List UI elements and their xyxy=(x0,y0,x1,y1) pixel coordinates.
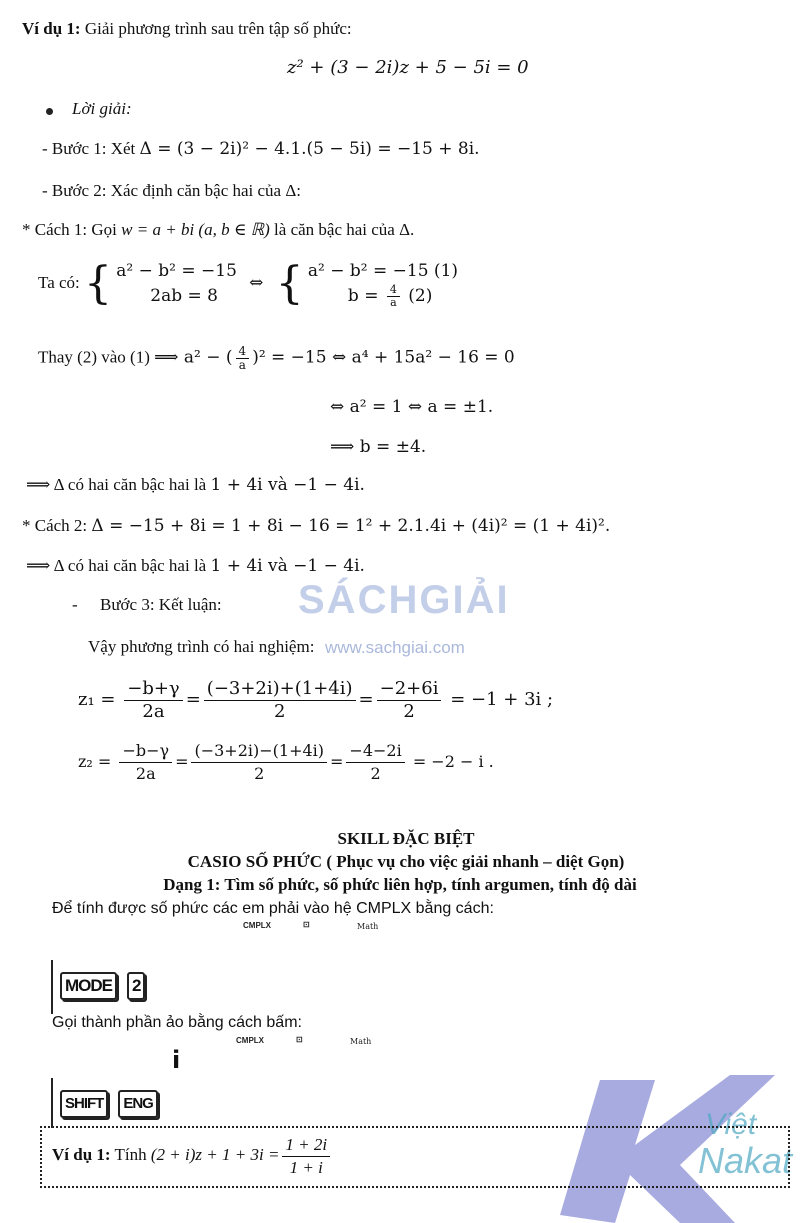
z2-f2-num: (−3+2i)−(1+4i) xyxy=(191,740,327,763)
frac-num: 4 xyxy=(387,284,400,297)
z2-f1-num: −b−γ xyxy=(119,740,172,763)
system-2-eq1: a² − b² = −15 (1) xyxy=(307,261,459,282)
skill-title: SKILL ĐẶC BIỆT xyxy=(337,829,475,848)
fraction-4-over-a-2 xyxy=(236,345,250,372)
z1-frac-3 xyxy=(377,678,442,723)
z2-f3-num: −4−2i xyxy=(346,740,404,763)
screen1-cmplx: CMPLX xyxy=(243,921,271,930)
step-1-math: Δ = (3 − 2i)² − 4.1.(5 − 5i) = −15 + 8i. xyxy=(139,139,480,159)
box-frac-den: 1 + i xyxy=(289,1157,323,1177)
method-2-line xyxy=(22,515,610,537)
z1-rhs: = −1 + 3i ; xyxy=(450,689,554,710)
z1-frac-2 xyxy=(204,678,356,723)
z1-f3-num: −2+6i xyxy=(377,678,442,701)
key-row-1-bar xyxy=(51,960,53,1014)
method-2-conclusion xyxy=(26,555,365,577)
method-1-prefix: * Cách 1: Gọi xyxy=(22,220,117,239)
root-z2: z₂ = $\frac{-b-\gamma}{2a}$ = $\frac{(-3+2i)-(1+4i)}{2}$ = $\frac{-4-2i}{2}$ = −2 − i . xyxy=(78,741,494,783)
screen2-indicator: ⊡ xyxy=(296,1035,303,1044)
fraction-4-over-a xyxy=(387,284,400,309)
box-example-fraction xyxy=(282,1134,330,1179)
bullet-dot xyxy=(46,108,53,115)
method-1-w: w = a + bi (a, b ∈ ℝ) xyxy=(121,220,270,239)
box-frac-num: 1 + 2i xyxy=(282,1134,330,1157)
watermark-url: www.sachgiai.com xyxy=(325,638,465,657)
z1-f1-num: −b+γ xyxy=(124,678,182,701)
z2-f1-den: 2a xyxy=(135,764,156,783)
z1-frac-1 xyxy=(124,678,182,723)
example-label: Ví dụ 1: xyxy=(22,19,81,38)
key-2[interactable]: 2 xyxy=(127,972,145,1000)
z1-lhs: z₁ = xyxy=(78,689,116,710)
screen1-math: Math xyxy=(357,922,379,931)
brand-text-2: Nakat xyxy=(698,1140,793,1181)
method-2-conclusion-text: ⟹ Δ có hai căn bậc hai là xyxy=(26,556,207,575)
mode-key[interactable]: MODE xyxy=(60,972,117,1000)
substitution-math-b: )² = −15 ⇔ a⁴ + 15a² − 16 = 0 xyxy=(252,347,515,368)
watermark-logo: SÁCHGIẢI xyxy=(298,578,510,622)
box-example-text: Tính xyxy=(114,1145,147,1164)
eng-key[interactable]: ENG xyxy=(118,1090,158,1118)
system-1-eq2: 2ab = 8 xyxy=(150,286,218,307)
skill-intro: Để tính được số phức các em phải vào hệ CMPLX bằng cách: xyxy=(52,900,494,917)
system-1 xyxy=(116,259,237,309)
method-1-conclusion xyxy=(26,474,365,496)
box-example-label: Ví dụ 1: xyxy=(52,1145,111,1164)
box-example xyxy=(52,1132,333,1179)
imag-text: Gọi thành phần ảo bằng cách bấm: xyxy=(52,1014,302,1031)
brace-left-1: { xyxy=(84,258,113,310)
frac2-num: 4 xyxy=(236,345,250,359)
method-2-math: Δ = −15 + 8i = 1 + 8i − 16 = 1² + 2.1.4i + (4i)² = (1 + 4i)². xyxy=(91,516,611,536)
skill-subtitle: CASIO SỐ PHỨC ( Phục vụ cho việc giải nhanh – diệt Gọn) xyxy=(187,852,625,871)
step-2: - Bước 2: Xác định căn bậc hai của Δ: xyxy=(42,181,302,200)
substitution-text: Thay (2) vào (1) xyxy=(38,347,150,367)
z1-f2-num: (−3+2i)+(1+4i) xyxy=(204,678,356,701)
system-row xyxy=(38,258,458,309)
key-row-2-bar xyxy=(51,1078,53,1128)
method-2-text: * Cách 2: xyxy=(22,516,88,535)
iff-symbol: ⇔ xyxy=(249,273,264,293)
screen1-indicator: ⊡ xyxy=(303,920,310,929)
z2-frac-1 xyxy=(119,740,172,785)
main-equation: z² + (3 − 2i)z + 5 − 5i = 0 xyxy=(287,57,529,78)
conclusion-text: Vậy phương trình có hai nghiệm: xyxy=(88,637,315,656)
example-text: Giải phương trình sau trên tập số phức: xyxy=(84,19,352,38)
z1-f2-den: 2 xyxy=(273,700,286,722)
z2-frac-2 xyxy=(191,740,327,785)
example-heading xyxy=(22,18,352,40)
root-z1: z₁ = $\frac{-b+\gamma}{2a}$ = $\frac{(-3+2i)+(1+4i)}{2}$ = $\frac{-2+6i}{2}$ = −1 + 3i ; xyxy=(78,677,554,722)
step-3-dash: - xyxy=(72,595,78,614)
shift-key[interactable]: SHIFT xyxy=(60,1090,108,1118)
solution-label: Lời giải: xyxy=(72,99,132,118)
z1-f1-den: 2a xyxy=(142,700,165,722)
imaginary-i-symbol: i xyxy=(172,1046,181,1074)
system-1-eq1: a² − b² = −15 xyxy=(116,261,237,282)
z2-f3-den: 2 xyxy=(370,764,381,783)
z2-frac-3 xyxy=(346,740,404,785)
method-1-heading xyxy=(22,219,414,241)
skill-type-1: Dạng 1: Tìm số phức, số phức liên hợp, tính argumen, tính độ dài xyxy=(163,875,637,894)
step-3: Bước 3: Kết luận: xyxy=(100,595,222,614)
frac2-den: a xyxy=(238,358,246,372)
screen2-math: Math xyxy=(350,1037,372,1046)
substitution-math-a: ⟹ a² − ( xyxy=(154,347,233,368)
key-row-2 xyxy=(60,1090,168,1118)
box-example-math: (2 + i)z + 1 + 3i = xyxy=(150,1145,280,1164)
brace-left-2: { xyxy=(275,258,304,310)
system-2-eq2 xyxy=(308,284,458,309)
substitution-line xyxy=(38,345,515,372)
step-1 xyxy=(42,138,480,160)
brand-text-1: Việt xyxy=(705,1108,757,1141)
method-2-conclusion-math: 1 + 4i và −1 − 4i. xyxy=(210,556,365,576)
system-2-eq2-lhs: b = xyxy=(347,286,379,307)
solve-line-3: ⟹ b = ±4. xyxy=(330,437,427,457)
z2-rhs: = −2 − i . xyxy=(412,752,494,771)
z2-f2-den: 2 xyxy=(254,764,265,783)
solve-line-2: ⇔ a² = 1 ⇔ a = ±1. xyxy=(330,397,494,417)
screen2-cmplx: CMPLX xyxy=(236,1036,264,1045)
frac-den: a xyxy=(390,296,397,310)
method-1-conclusion-math: 1 + 4i và −1 − 4i. xyxy=(210,475,365,495)
z1-f3-den: 2 xyxy=(403,700,415,722)
system-2 xyxy=(308,259,458,309)
step-1-text: - Bước 1: Xét xyxy=(42,139,136,158)
method-1-suffix: là căn bậc hai của Δ. xyxy=(274,220,415,239)
system-2-eq2-rhs: (2) xyxy=(408,286,433,307)
ta-co-label: Ta có: xyxy=(38,273,80,292)
method-1-conclusion-text: ⟹ Δ có hai căn bậc hai là xyxy=(26,475,207,494)
key-row-1 xyxy=(60,972,155,1000)
z2-lhs: z₂ = xyxy=(78,752,112,771)
